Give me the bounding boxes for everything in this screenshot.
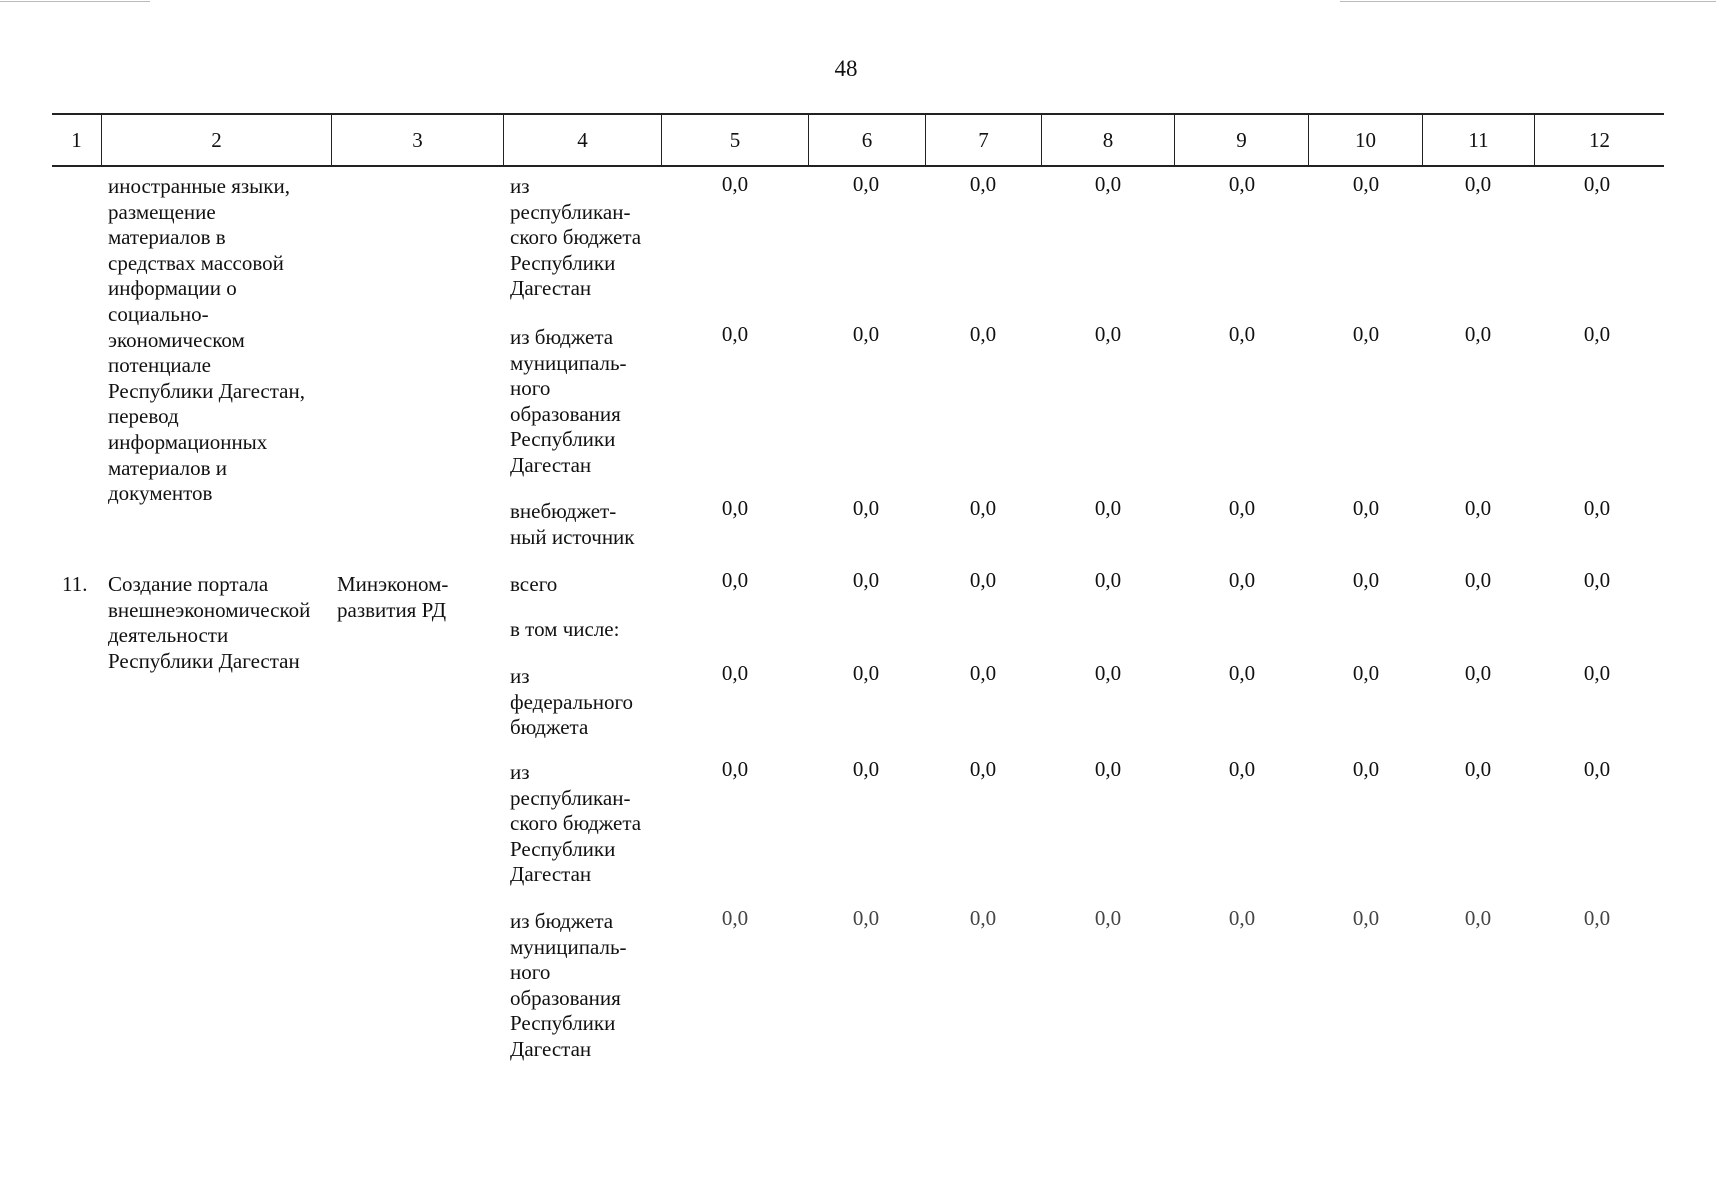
value-cell: 0,0 [1228, 172, 1256, 196]
source-label: из бюджета муниципаль- ного образования Республики Дагестан [510, 909, 627, 1061]
value-cell: 0,0 [1352, 661, 1380, 685]
source-label: внебюджет- ный источник [510, 499, 635, 549]
value-cell: 0,0 [969, 661, 997, 685]
item-number: 11. [62, 572, 88, 596]
col-header-8: 8 [1042, 115, 1175, 165]
value-cell: 0,0 [1583, 322, 1611, 346]
value-cell: 0,0 [852, 568, 880, 592]
value-cell: 0,0 [1464, 568, 1492, 592]
col-header-7: 7 [926, 115, 1042, 165]
value-cell: 0,0 [1352, 496, 1380, 520]
value-cell: 0,0 [1228, 757, 1256, 781]
value-cell: 0,0 [852, 757, 880, 781]
value-cell: 0,0 [1094, 496, 1122, 520]
value-cell: 0,0 [969, 906, 997, 930]
col-header-11: 11 [1423, 115, 1535, 165]
value-cell: 0,0 [969, 322, 997, 346]
col-header-12: 12 [1589, 127, 1610, 152]
value-cell: 0,0 [1228, 322, 1256, 346]
value-cell: 0,0 [1464, 906, 1492, 930]
value-cell: 0,0 [969, 172, 997, 196]
source-label: из республикан- ского бюджета Республики Дагестан [510, 760, 642, 887]
col-header-5: 5 [662, 115, 809, 165]
value-cell: 0,0 [721, 496, 749, 520]
value-cell: 0,0 [1094, 757, 1122, 781]
value-cell: 0,0 [852, 322, 880, 346]
value-cell: 0,0 [1464, 661, 1492, 685]
value-cell: 0,0 [1094, 172, 1122, 196]
value-cell: 0,0 [1228, 568, 1256, 592]
value-cell: 0,0 [1228, 906, 1256, 930]
source-label: из республикан- ского бюджета Республики Дагестан [510, 174, 642, 301]
value-cell: 0,0 [721, 661, 749, 685]
value-cell: 0,0 [1583, 172, 1611, 196]
col-header-10: 10 [1309, 115, 1423, 165]
source-label: из федерального бюджета [510, 664, 634, 740]
item-description: Создание портала внешнеэкономической деятельности Республики Дагестан [108, 572, 311, 673]
col-header-3: 3 [332, 115, 504, 165]
source-label: из бюджета муниципаль- ного образования Республики Дагестан [510, 325, 627, 477]
value-cell: 0,0 [1352, 757, 1380, 781]
value-cell: 0,0 [1352, 568, 1380, 592]
value-cell: 0,0 [1464, 172, 1492, 196]
value-cell: 0,0 [1583, 757, 1611, 781]
value-cell: 0,0 [1583, 661, 1611, 685]
value-cell: 0,0 [852, 172, 880, 196]
value-cell: 0,0 [852, 906, 880, 930]
value-cell: 0,0 [1352, 322, 1380, 346]
value-cell: 0,0 [1094, 568, 1122, 592]
value-cell: 0,0 [721, 757, 749, 781]
value-cell: 0,0 [721, 172, 749, 196]
value-cell: 0,0 [852, 661, 880, 685]
value-cell: 0,0 [721, 568, 749, 592]
value-cell: 0,0 [969, 757, 997, 781]
value-cell: 0,0 [1228, 661, 1256, 685]
col-header-2: 2 [102, 115, 332, 165]
page-number: 48 [834, 56, 858, 81]
value-cell: 0,0 [969, 568, 997, 592]
value-cell: 0,0 [1464, 322, 1492, 346]
value-cell: 0,0 [1583, 906, 1611, 930]
value-cell: 0,0 [1464, 496, 1492, 520]
value-cell: 0,0 [721, 906, 749, 930]
value-cell: 0,0 [1094, 906, 1122, 930]
col-header-4: 4 [504, 115, 662, 165]
value-cell: 0,0 [1583, 496, 1611, 520]
value-cell: 0,0 [1094, 661, 1122, 685]
value-cell: 0,0 [1583, 568, 1611, 592]
item-description: иностранные языки, размещение материалов в средствах массовой информации о социально- экономическом потенциале Республики Дагестан, перевод информационных материалов и документов [108, 174, 305, 506]
col-header-1: 1 [52, 115, 102, 165]
value-cell: 0,0 [721, 322, 749, 346]
value-cell: 0,0 [1464, 757, 1492, 781]
value-cell: 0,0 [1352, 172, 1380, 196]
col-header-6: 6 [809, 115, 926, 165]
item-executor: Минэконом- развития РД [337, 572, 449, 622]
value-cell: 0,0 [1228, 496, 1256, 520]
value-cell: 0,0 [1352, 906, 1380, 930]
value-cell: 0,0 [969, 496, 997, 520]
value-cell: 0,0 [852, 496, 880, 520]
source-label: всего [510, 572, 558, 596]
value-cell: 0,0 [1094, 322, 1122, 346]
source-label: в том числе: [510, 617, 620, 641]
col-header-9: 9 [1175, 115, 1309, 165]
table-header [52, 113, 1664, 167]
